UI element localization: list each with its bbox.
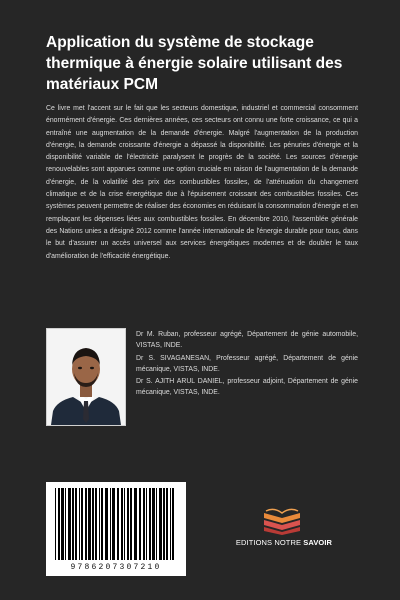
publisher-prefix: EDITIONS NOTRE: [235, 538, 304, 547]
barcode-bar: [134, 488, 137, 560]
barcode-bar: [55, 488, 56, 560]
barcode-bar: [172, 488, 174, 560]
publisher-logo-icon: [260, 505, 304, 535]
barcode-bar: [139, 488, 141, 560]
barcode-bar: [163, 488, 165, 560]
barcode-bar: [121, 488, 123, 560]
barcode-bar: [127, 488, 129, 560]
barcode-bar: [65, 488, 66, 560]
barcode-bar: [149, 488, 151, 560]
author-list: [136, 329, 358, 400]
barcode-bar: [152, 488, 155, 560]
author-1: Dr M. Ruban, professeur agrégé, Département de génie automobile, VISTAS, INDE.: [136, 331, 358, 350]
barcode-bar: [72, 488, 74, 560]
barcode-bar: [101, 488, 103, 560]
barcode-bar: [156, 488, 157, 560]
barcode-bar: [95, 488, 97, 560]
barcode-bar: [105, 488, 108, 560]
book-description: Ce livre met l'accent sur le fait que les secteurs domestique, industriel et commercial consomment énormément d'énergie. Ces dernières années, ces secteurs ont connu une forte croissance, ce qui a entraîné une augmentation de la demande d'énergie. Malgré l'augmentation de la production d'énergie, la demande croissante d'énergie a dépassé la disponibilité. Les pénuries d'énergie et la disponibilité variable de l'électricité paralysent le progrès de la société. Les sources d'énergie renouvelables sont apparues comme une option cruciale en raison de l'augmentation de la demande d'énergie, de la volatilité des prix des combustibles fossiles, de l'atténuation du changement climatique et de la crise énergétique due à l'épuisement croissant des combustibles fossiles. Ces systèmes peuvent permettre de réaliser des économies en réduisant la consommation d'énergie et en remplaçant les dépenses liées aux combustibles fossiles. En décembre 2010, l'assemblée générale des Nations unies a désigné 2012 comme l'année internationale de l'énergie durable pour tous, dans le but d'assurer un accès universel aux services énergétiques modernes et de doubler le taux d'amélioration de l'efficacité énergétique.: [46, 105, 358, 260]
barcode-bar: [68, 488, 71, 560]
barcode-bar: [112, 488, 115, 560]
barcode-bar: [85, 488, 87, 560]
barcode-bars: [53, 488, 179, 562]
barcode-bar: [124, 488, 125, 560]
barcode-bar: [99, 488, 100, 560]
barcode-bar: [75, 488, 77, 560]
barcode-bar: [58, 488, 60, 560]
barcode-bar: [88, 488, 91, 560]
barcode-bar: [146, 488, 147, 560]
isbn-barcode: [46, 482, 186, 576]
isbn-number: 9786207307210: [70, 563, 162, 572]
publisher-brand: SAVOIR: [303, 538, 333, 547]
author-photo: [46, 328, 126, 426]
barcode-bar: [92, 488, 94, 560]
author-2: Dr S. SIVAGANESAN, Professeur agrégé, Département de génie mécanique, VISTAS, INDE.: [136, 354, 358, 373]
barcode-bar: [159, 488, 162, 560]
publisher-name: [229, 538, 339, 547]
barcode-bar: [143, 488, 145, 560]
author-portrait-image: [47, 329, 125, 425]
barcode-bar: [61, 488, 64, 560]
barcode-bar: [170, 488, 171, 560]
barcode-bar: [79, 488, 80, 560]
barcode-bar: [117, 488, 119, 560]
barcode-bar: [166, 488, 168, 560]
barcode-bar: [81, 488, 83, 560]
barcode-bar: [130, 488, 132, 560]
book-title: Application du système de stockage thermique à énergie solaire utilisant des matériaux PCM: [46, 34, 343, 93]
barcode-bar: [110, 488, 111, 560]
author-3: Dr S. AJITH ARUL DANIEL, professeur adjoint, Département de génie mécanique, VISTAS, INDE.: [136, 378, 358, 397]
